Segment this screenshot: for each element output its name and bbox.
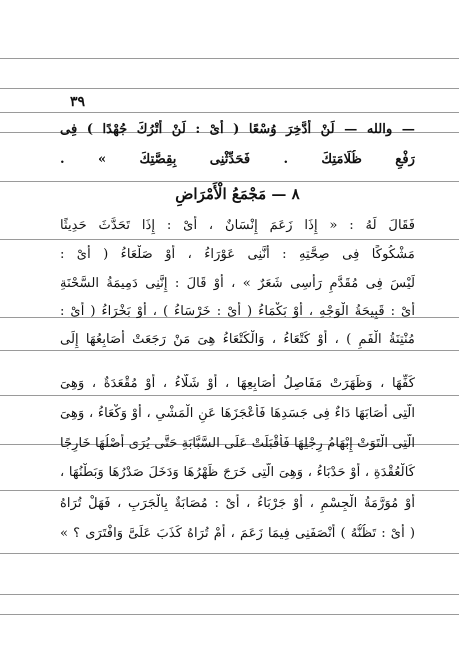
body-line: أَىْ : قَبِيحَةُ الْوَجْهِ ، أَوْ بَكْمَاءُ ( أَىْ : خَرْسَاءُ ) ، أَوْ بَخْرَاءُ ( أَىْ :	[60, 304, 415, 319]
page-number: ٣٩	[70, 94, 86, 110]
section-heading: ٨ — مَجْمَعُ الْأَمْرَاضِ	[175, 185, 300, 203]
body-line: الَّتِى الْتَوَتْ إِبْهَامُ رِجْلِهَا فَأَقْبَلَتْ عَلَى السَّبَّابَةِ حَتَّى يُرَى أَصْلُهَا خَارِجًا	[60, 436, 415, 451]
body-line: أَوْ مُوَرَّمَةُ الْجِسْمِ ، أَوْ جَرْبَاءُ ، أَىْ : مُصَابَةٌ بِالْجَرَبِ ، فَهَلْ تُرَاهُ	[60, 496, 415, 511]
intro-line: رَفْعِ ظُلَامَتِكَ . فَحَدِّثْنِى بِقِصَّتِكَ » .	[60, 152, 415, 167]
body-line: مُنْتِنَةُ الْفَمِ ) ، أَوْ كَتْعَاءُ ، وَالْكَتْعَاءُ هِىَ مَنْ رَجَعَتْ أَصَابِعُهَا إِلَى	[60, 332, 415, 347]
body-line: فَقَالَ لَهُ : « إِذَا زَعَمَ إِنْسَانٌ ، أَىْ : إِذَا تَحَدَّثَ حَدِيثًا	[60, 218, 415, 233]
intro-line: — والله — لَنْ أَدَّخِرَ وُسْعًا ( أَىْ : لَنْ أَتْرُكَ جُهْدًا ) فِى	[60, 122, 415, 137]
body-line: مَشْكُوكًا فِى صِحَّتِهِ : أَنَّنِى عَوْرَاءُ ، أَوْ صَلْعَاءُ ( أَىْ :	[60, 247, 415, 262]
body-line: ( أَىْ : تَظُنُّهُ ) أَنْصَفَنِى فِيمَا زَعَمَ ، أَمْ تُرَاهُ كَذَبَ عَلَىَّ وَافْتَرَى ؟ »	[60, 526, 415, 541]
body-line: لَيْسَ فِى مُقَدَّمِ رَأْسِى شَعَرٌ » ، أَوْ قَالَ : إِنَّنِى دَمِيمَةُ السَّحْنَةِ	[60, 276, 415, 291]
body-line: كَالْعُقْدَةِ ، أَوْ حَدْبَاءُ ، وَهِىَ الَّتِى خَرَجَ ظَهْرُهَا وَدَخَلَ صَدْرُهَا وَبَطْنُهَا ،	[60, 465, 415, 480]
body-line: الَّتِى أَصَابَهَا دَاءٌ فِى جَسَدِهَا فَأَعْجَزَهَا عَنِ الْمَشْىِ ، أَوْ وَكْعَاءُ ، وَهِىَ	[60, 406, 415, 421]
body-line: كَفِّهَا ، وَظَهَرَتْ مَفَاصِلُ أَصَابِعِهَا ، أَوْ شَلَّاءُ ، أَوْ مُقْعَدَةٌ ، وَهِىَ	[60, 376, 415, 391]
